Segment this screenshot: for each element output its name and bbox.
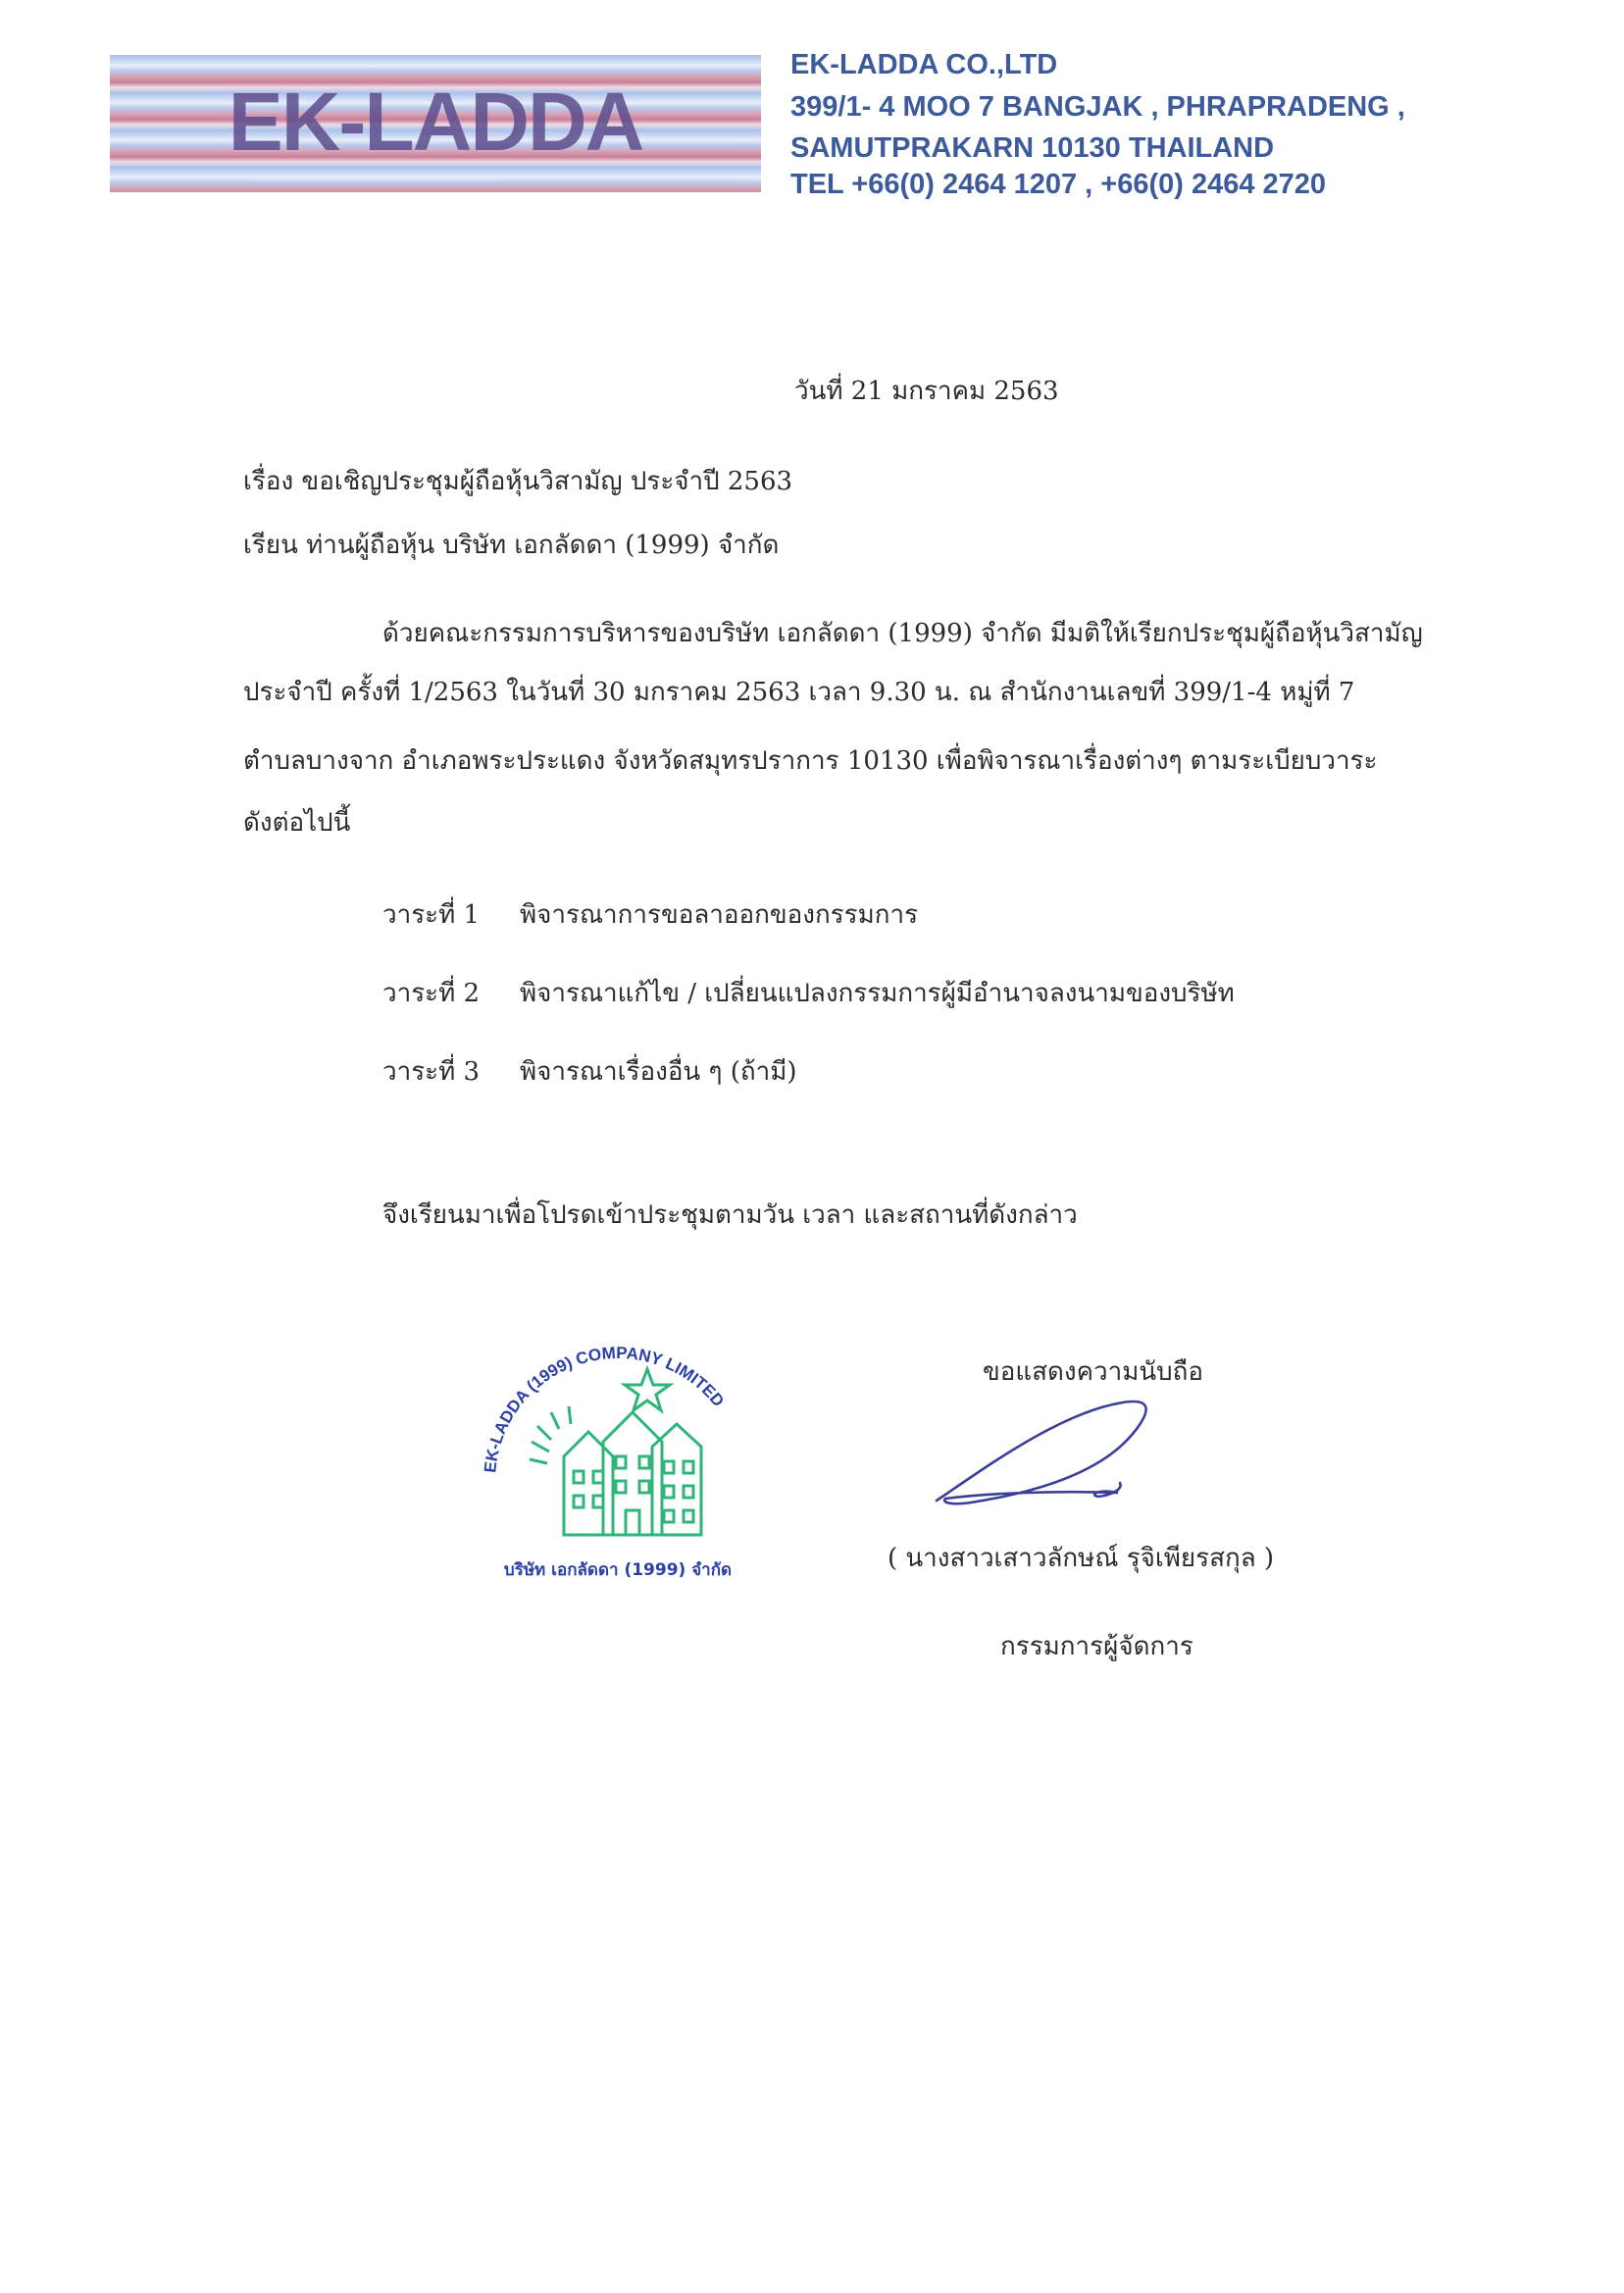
letter-subject: เรื่อง ขอเชิญประชุมผู้ถือหุ้นวิสามัญ ประจำปี 2563 <box>243 467 793 496</box>
address-line-1: 399/1- 4 MOO 7 BANGJAK , PHRAPRADENG , <box>790 91 1405 123</box>
letter-date: วันที่ 21 มกราคม 2563 <box>794 377 1059 406</box>
stamp-ring-text: EK-LADDA (1999) COMPANY LIMITED <box>481 1343 729 1474</box>
body-line-4: ดังต่อไปนี้ <box>243 808 351 838</box>
body-line-1: ด้วยคณะกรรมการบริหารของบริษัท เอกลัดดา (1999) จำกัด มีมติให้เรียกประชุมผู้ถือหุ้นวิสามัญ <box>382 619 1423 648</box>
stamp-graphic <box>461 1334 775 1589</box>
agenda-item-3-number: วาระที่ 3 <box>382 1057 481 1087</box>
stamp-thai-name: บริษัท เอกลัดดา (1999) จำกัด <box>503 1560 733 1580</box>
agenda-item-1-number: วาระที่ 1 <box>382 900 481 930</box>
address-line-2: SAMUTPRAKARN 10130 THAILAND <box>790 132 1275 164</box>
signer-name: ( นางสาวเสาวลักษณ์ รุจิเพียรสกุล ) <box>888 1544 1275 1573</box>
logo-wordmark: EK-LADDA <box>228 76 643 168</box>
agenda-item-2-text: พิจารณาแก้ไข / เปลี่ยนแปลงกรรมการผู้มีอำนาจลงนามของบริษัท <box>520 979 1235 1008</box>
company-seal-stamp <box>461 1334 775 1589</box>
telephone-line: TEL +66(0) 2464 1207 , +66(0) 2464 2720 <box>790 169 1327 200</box>
company-name: EK-LADDA CO.,LTD <box>790 49 1058 80</box>
closing-sentence: จึงเรียนมาเพื่อโปรดเข้าประชุมตามวัน เวลา และสถานที่ดังกล่าว <box>382 1200 1078 1230</box>
body-line-3: ตำบลบางจาก อำเภอพระประแดง จังหวัดสมุทรปราการ 10130 เพื่อพิจารณาเรื่องต่างๆ ตามระเบียบวาระ <box>243 746 1378 776</box>
agenda-item-3-text: พิจารณาเรื่องอื่น ๆ (ถ้ามี) <box>520 1057 797 1087</box>
company-logo <box>110 55 761 192</box>
signer-title: กรรมการผู้จัดการ <box>1000 1632 1193 1661</box>
handwritten-signature <box>912 1373 1206 1520</box>
letter-recipient: เรียน ท่านผู้ถือหุ้น บริษัท เอกลัดดา (1999) จำกัด <box>243 531 780 560</box>
agenda-item-1-text: พิจารณาการขอลาออกของกรรมการ <box>520 900 919 930</box>
body-line-2: ประจำปี ครั้งที่ 1/2563 ในวันที่ 30 มกราคม 2563 เวลา 9.30 น. ณ สำนักงานเลขที่ 399/1-4 หมู่ที่ 7 <box>243 678 1355 707</box>
agenda-item-2-number: วาระที่ 2 <box>382 979 481 1008</box>
regards-line: ขอแสดงความนับถือ <box>983 1357 1203 1387</box>
